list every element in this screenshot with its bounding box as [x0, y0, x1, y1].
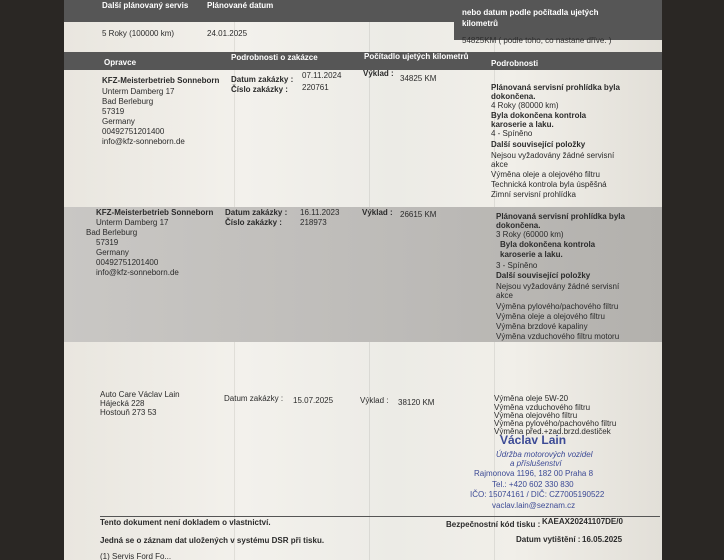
order-number-label: Číslo zakázky : [231, 85, 288, 94]
details-line: akce [491, 160, 508, 169]
details-line: Další související položky [491, 140, 586, 149]
footnote-line: (1) Servis Ford Fo... [100, 552, 172, 560]
print-date-label: Datum vytištění : [516, 535, 581, 544]
odometer-label: Výklad : [362, 208, 393, 217]
details-line: Plánovaná servisní prohlídka byla [491, 83, 620, 92]
repairer-name: KFZ-Meisterbetrieb Sonneborn [102, 76, 220, 85]
repairer-email: info@kfz-sonneborn.de [96, 268, 179, 277]
next-service-interval: 5 Roky (100000 km) [102, 29, 175, 38]
planned-date-header: Plánované datum [207, 1, 274, 10]
repairer-city: Hostouň 273 53 [100, 408, 157, 417]
order-date-label: Datum zakázky : [231, 75, 294, 84]
next-service-date: 24.01.2025 [207, 29, 248, 38]
stamp-email: vaclav.lain@seznam.cz [492, 501, 576, 510]
repairer-street: Unterm Damberg 17 [102, 87, 175, 96]
details-line: Plánovaná servisní prohlídka byla [496, 212, 625, 221]
repairer-phone: 00492751201400 [102, 127, 165, 136]
stamp-line: a příslušenství [510, 459, 562, 468]
col-order-details-header: Podrobnosti o zakázce [231, 53, 318, 62]
next-service-header: Další plánovaný servis [102, 1, 189, 10]
order-date: 07.11.2024 [302, 71, 342, 80]
order-date-label: Datum zakázky : [225, 208, 288, 217]
details-line: 4 Roky (80000 km) [491, 101, 559, 110]
order-date: 15.07.2025 [293, 396, 334, 405]
next-service-km-note: 54825KM ( podle toho, co nastane dříve. ) [462, 36, 612, 45]
stamp-name: Václav Lain [500, 433, 567, 447]
details-line: Výměna olejového filtru [494, 411, 578, 420]
stamp-ico: IČO: 15074161 / DIČ: CZ7005190522 [470, 490, 605, 499]
details-line: 3 Roky (60000 km) [496, 230, 564, 239]
details-line: karoserie a laku. [491, 120, 554, 129]
col-repairer-header: Opravce [104, 58, 137, 67]
details-line: Výměna oleje a olejového filtru [491, 170, 600, 179]
col-odometer-header: Počítadlo ujetých kilometrů [364, 52, 469, 61]
details-line: Byla dokončena kontrola [500, 240, 596, 249]
details-line: Zimní servisní prohlídka [491, 190, 576, 199]
security-code-label: Bezpečnostní kód tisku : [446, 520, 541, 529]
km-header-line2: kilometrů [462, 19, 499, 28]
details-line: Výměna oleje 5W-20 [494, 394, 569, 403]
details-line: Výměna před.+zad.brzd.destiček [494, 427, 611, 436]
repairer-name: Auto Care Václav Lain [100, 390, 180, 399]
details-line: Výměna pylového/pachového filtru [496, 302, 619, 311]
security-code: KAEAX20241107DE/0 [542, 517, 623, 526]
km-header-line1: nebo datum podle počítadla ujetých [462, 8, 599, 17]
repairer-email: info@kfz-sonneborn.de [102, 137, 185, 146]
details-line: akce [496, 291, 513, 300]
service-record-paper [64, 0, 662, 560]
order-date-label: Datum zakázky : [224, 394, 284, 403]
odometer-value: 34825 KM [400, 74, 437, 83]
details-line: dokončena. [491, 92, 536, 101]
print-date: 16.05.2025 [582, 535, 623, 544]
stamp-address: Rajmonova 1196, 182 00 Praha 8 [474, 469, 594, 478]
details-line: Výměna brzdové kapaliny [496, 322, 588, 331]
stamp-line: Údržba motorových vozidel [496, 450, 593, 459]
details-line: Výměna oleje a olejového filtru [496, 312, 605, 321]
details-line: Výměna pylového/pachového filtru [494, 419, 617, 428]
order-number: 218973 [300, 218, 327, 227]
odometer-label: Výklad : [363, 69, 394, 78]
details-line: dokončena. [496, 221, 541, 230]
details-line: 3 - Spíněno [496, 261, 538, 270]
repairer-city: Bad Berleburg [86, 228, 138, 237]
stamp-phone: Tel.: +420 602 330 830 [492, 480, 574, 489]
details-line: Technická kontrola byla úspěšná [491, 180, 607, 189]
ownership-disclaimer: Tento dokument není dokladem o vlastnictví. [100, 518, 271, 527]
col-details-header: Podrobnosti [491, 59, 539, 68]
details-line: Nejsou vyžadovány žádné servisní [496, 282, 620, 291]
dsr-note: Jedná se o záznam dat uložených v systému DSR při tisku. [100, 536, 325, 545]
repairer-street: Unterm Damberg 17 [96, 218, 169, 227]
details-line: Výměna vzduchového filtru motoru [496, 332, 620, 341]
details-line: Výměna vzduchového filtru [494, 403, 591, 412]
repairer-city: Bad Berleburg [102, 97, 154, 106]
repairer-phone: 00492751201400 [96, 258, 159, 267]
repairer-zip: 57319 [96, 238, 119, 247]
repairer-country: Germany [102, 117, 135, 126]
details-line: Nejsou vyžadovány žádné servisní [491, 151, 615, 160]
repairer-zip: 57319 [102, 107, 125, 116]
repairer-country: Germany [96, 248, 129, 257]
odometer-value: 26615 KM [400, 210, 437, 219]
odometer-value: 38120 KM [398, 398, 435, 407]
repairer-name: KFZ-Meisterbetrieb Sonneborn [96, 208, 214, 217]
order-number-label: Číslo zakázky : [225, 218, 282, 227]
details-line: karoserie a laku. [500, 250, 563, 259]
order-number: 220761 [302, 83, 329, 92]
odometer-label: Výklad : [360, 396, 389, 405]
order-date: 16.11.2023 [300, 208, 340, 217]
repairer-street: Hájecká 228 [100, 399, 145, 408]
details-line: 4 - Spíněno [491, 129, 533, 138]
details-line: Byla dokončena kontrola [491, 111, 587, 120]
table-header-band [64, 52, 662, 70]
details-line: Další související položky [496, 271, 591, 280]
